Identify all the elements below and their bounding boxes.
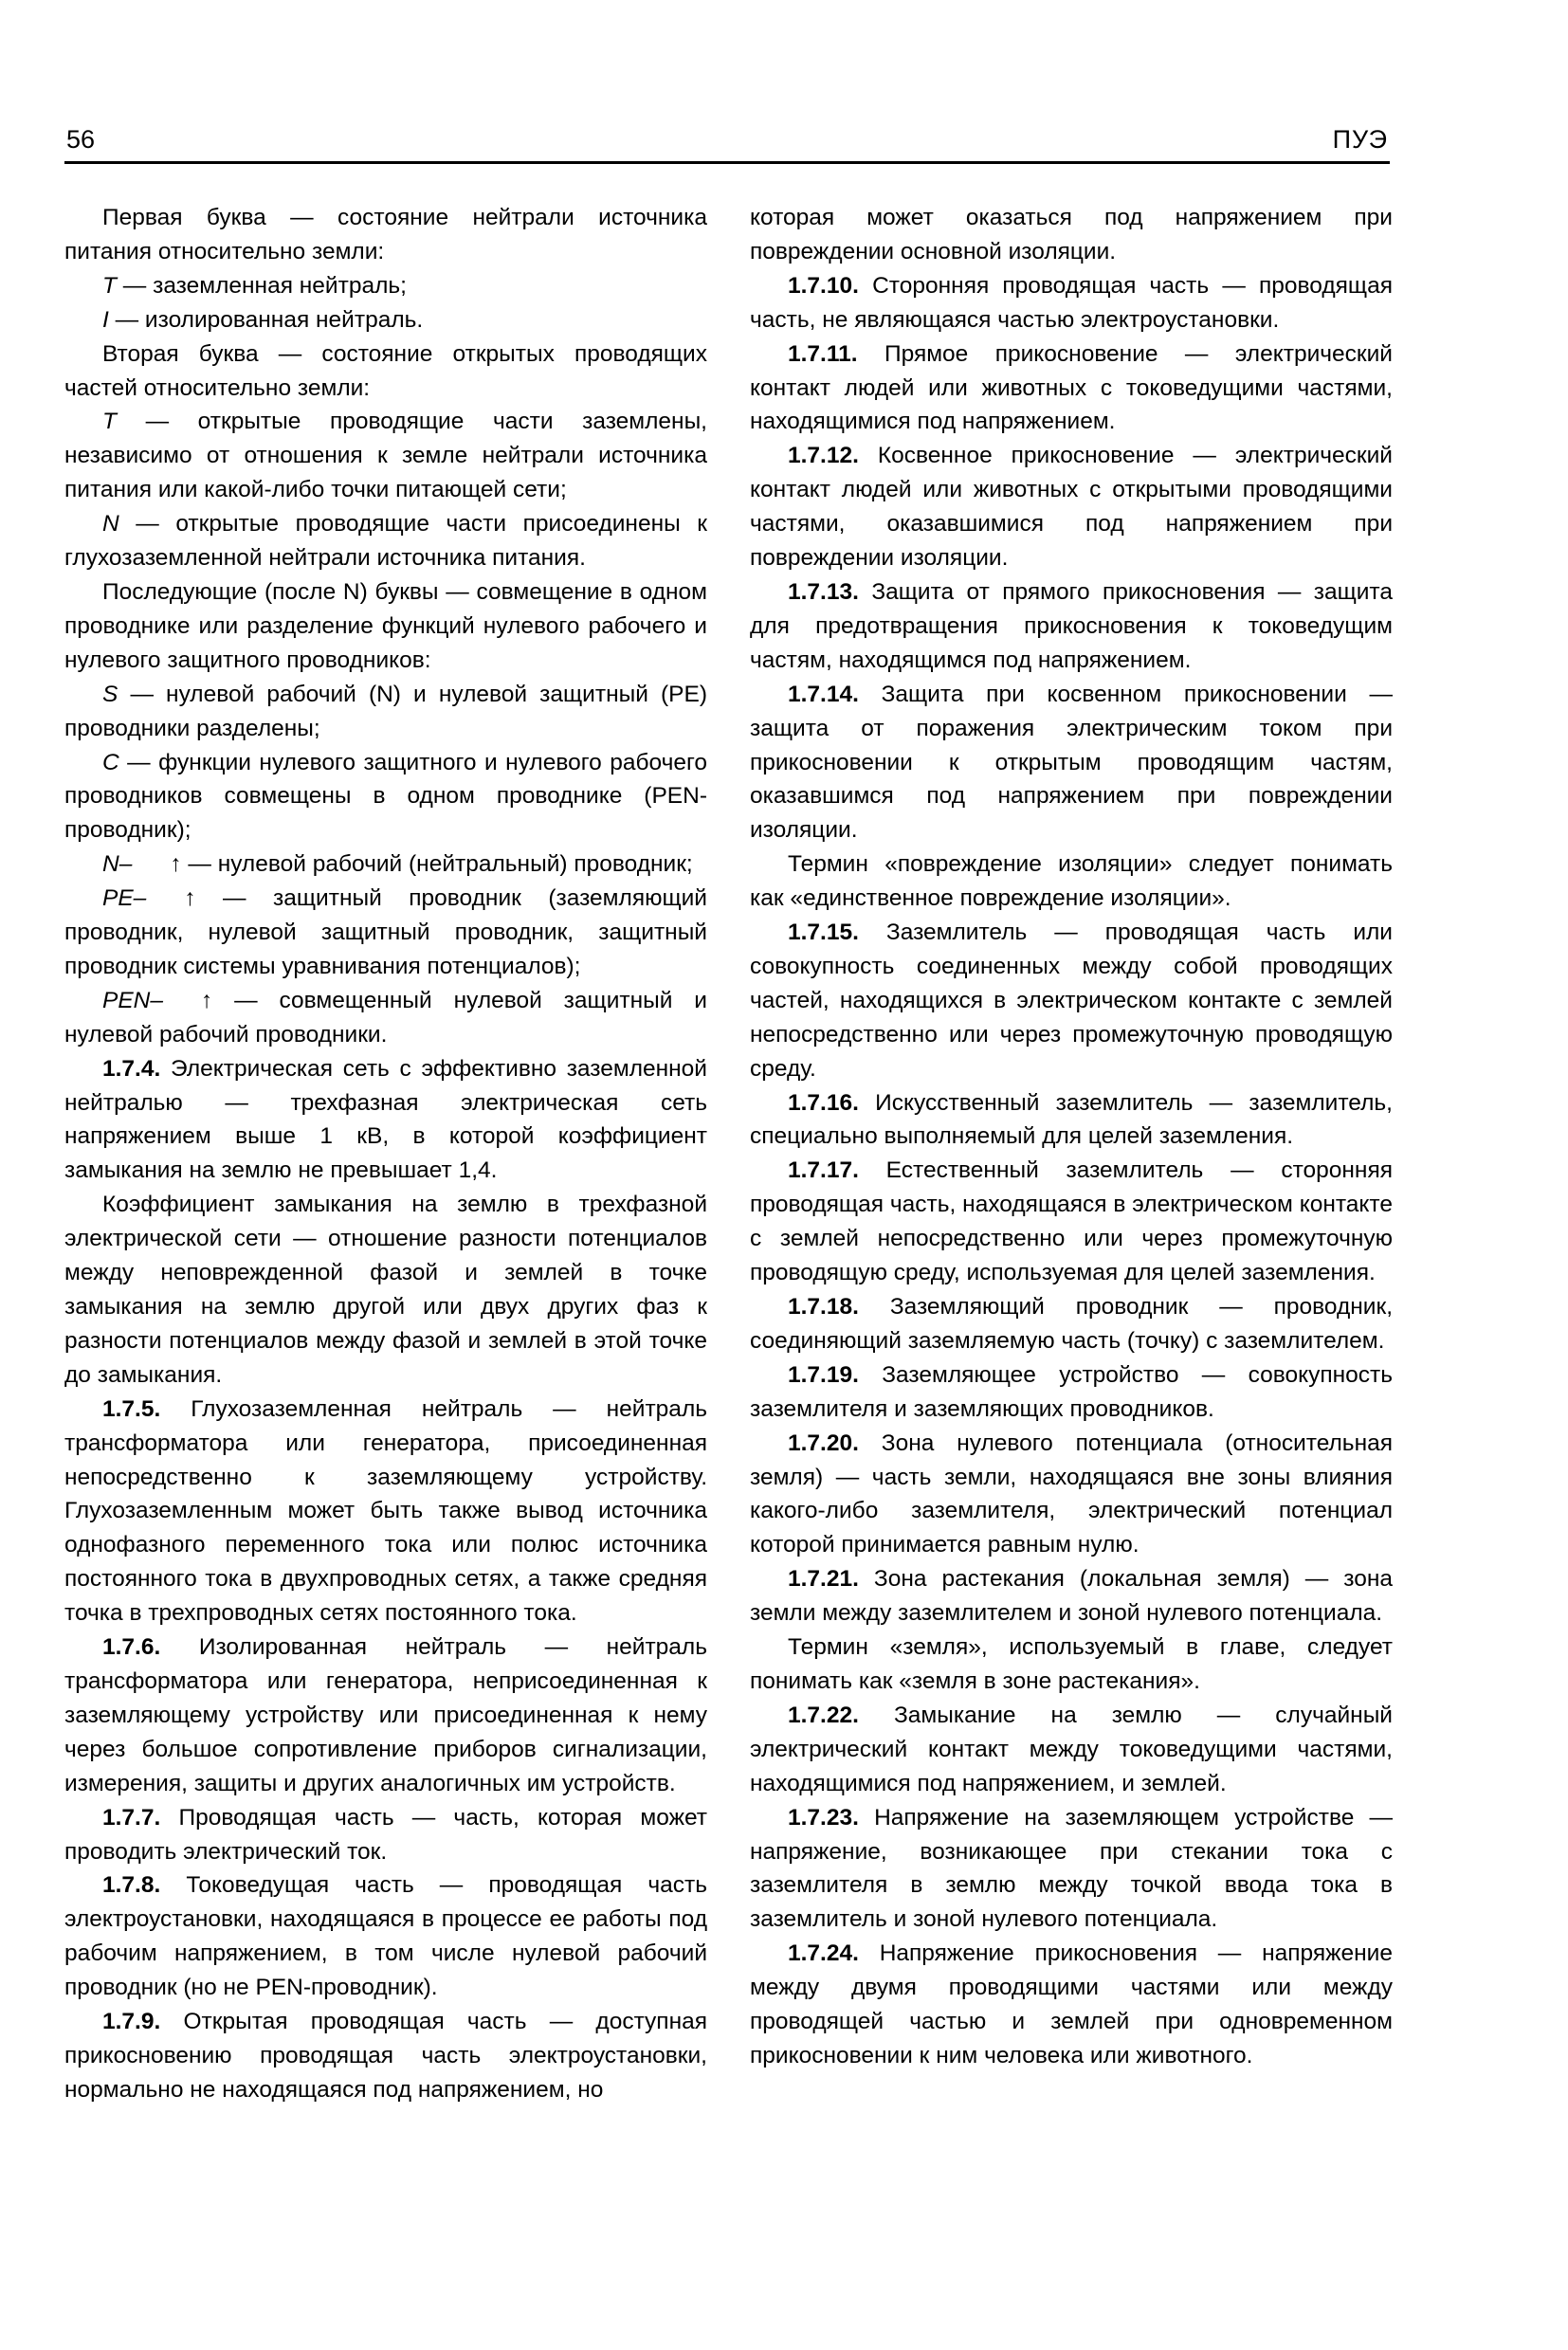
- conductor-symbol-icon: ↑: [170, 851, 182, 878]
- paragraph-text: — защитный проводник (заземляющий проводник, нулевой защитный проводник, защитный проводник системы уравнивания потенциалов);: [64, 885, 707, 979]
- paragraph-text: Последующие (после N) буквы — совмещение в одном проводнике или разделение функций нулевого рабочего и нулевого защитного проводников:: [64, 578, 707, 673]
- paragraph: [750, 269, 1393, 337]
- paragraph-text: Напряжение на заземляющем устройстве — напряжение, возникающее при стекании тока с заземлителя в землю между точкой ввода тока в заземлитель и зоной нулевого потенциала.: [750, 1804, 1393, 1933]
- conductor-symbol-icon: ↑: [184, 885, 196, 912]
- section-number: 1.7.4.: [102, 1055, 161, 1082]
- conductor-symbol-icon: ↑: [201, 987, 213, 1013]
- designation-symbol: I: [102, 306, 109, 333]
- paragraph-text: — открытые проводящие части заземлены, независимо от отношения к земле нейтрали источника питания или какой-либо точки питающей сети;: [64, 409, 707, 503]
- section-number: 1.7.7.: [102, 1804, 161, 1831]
- paragraph: [64, 984, 707, 1052]
- designation-symbol: S: [102, 681, 119, 707]
- paragraph-text: Открытая проводящая часть — доступная прикосновению проводящая часть электроустановки, нормально не находящаяся под напряжением, но: [64, 2009, 707, 2103]
- section-number: 1.7.24.: [788, 1940, 859, 1967]
- paragraph: [750, 916, 1393, 1086]
- paragraph: [750, 439, 1393, 575]
- paragraph-text: Заземляющее устройство — совокупность заземлителя и заземляющих проводников.: [750, 1361, 1393, 1422]
- paragraph-text: — открытые проводящие части присоединены к глухозаземленной нейтрали источника питания.: [64, 511, 707, 572]
- designation-symbol: N–: [102, 851, 133, 878]
- right-column: [750, 201, 1393, 2073]
- paragraph-text: Коэффициент замыкания на землю в трехфазной электрической сети — отношение разности потенциалов между неповрежденной фазой и землей в точке замыкания на землю другой или двух других фаз к разности потенциалов между фазой и землей в этой точке до замыкания.: [64, 1192, 707, 1388]
- section-number: 1.7.14.: [788, 681, 859, 707]
- section-number: 1.7.8.: [102, 1872, 161, 1899]
- paragraph: [64, 201, 707, 269]
- paragraph: [750, 201, 1393, 269]
- paragraph: [64, 678, 707, 746]
- section-number: 1.7.21.: [788, 1566, 859, 1593]
- paragraph-text: — заземленная нейтраль;: [116, 272, 407, 299]
- designation-symbol: T: [102, 272, 117, 299]
- paragraph: [64, 575, 707, 678]
- paragraph: [64, 1393, 707, 1630]
- paragraph: [750, 1630, 1393, 1699]
- paragraph-text: которая может оказаться под напряжением при повреждении основной изоляции.: [750, 205, 1393, 264]
- section-number: 1.7.18.: [788, 1294, 859, 1320]
- paragraph: [750, 1427, 1393, 1563]
- paragraph: [64, 1868, 707, 2005]
- paragraph: [750, 1358, 1393, 1427]
- paragraph-text: Защита от прямого прикосновения — защита для предотвращения прикосновения к токоведущим частям, находящимся под напряжением.: [750, 578, 1393, 673]
- paragraph-text: Напряжение прикосновения — напряжение между двумя проводящими частями или между проводящей частью и землей при одновременном прикосновении к ним человека или животного.: [750, 1940, 1393, 2068]
- paragraph: [750, 1801, 1393, 1938]
- page-header: [64, 121, 1390, 164]
- paragraph: [64, 405, 707, 507]
- paragraph-text: Прямое прикосновение — электрический контакт людей или животных с токоведущими частями, находящимися под напряжением.: [750, 340, 1393, 435]
- section-number: 1.7.20.: [788, 1430, 859, 1456]
- paragraph-text: — совмещенный нулевой защитный и нулевой рабочий проводники.: [64, 987, 707, 1047]
- paragraph: [750, 575, 1393, 678]
- paragraph-text: Электрическая сеть с эффективно заземленной нейтралью — трехфазная электрическая сеть напряжением выше 1 кВ, в которой коэффициент замыкания на землю не превышает 1,4.: [64, 1055, 707, 1184]
- paragraph: [64, 1188, 707, 1392]
- paragraph-text: — нулевой рабочий (N) и нулевой защитный (PE) проводники разделены;: [64, 681, 707, 741]
- paragraph: [750, 1562, 1393, 1630]
- paragraph-text: Токоведущая часть — проводящая часть электроустановки, находящаяся в процессе ее работы под рабочим напряжением, в том числе нулевой рабочий проводник (но не PEN-проводник).: [64, 1872, 707, 2001]
- paragraph-text: Косвенное прикосновение — электрический контакт людей или животных с открытыми проводящими частями, оказавшимися под напряжением при повреждении изоляции.: [750, 443, 1393, 572]
- paragraph-text: Проводящая часть — часть, которая может проводить электрический ток.: [64, 1804, 707, 1865]
- paragraph-text: Глухозаземленная нейтраль — нейтраль трансформатора или генератора, присоединенная непосредственно к заземляющему устройству. Глухозаземленным может быть также вывод источника однофазного переменного тока или полюс источника постоянного тока в двухпроводных сетях, а также средняя точка в трехпроводных сетях постоянного тока.: [64, 1395, 707, 1627]
- designation-symbol: T: [102, 409, 117, 435]
- paragraph: [750, 847, 1393, 916]
- paragraph-text: Искусственный заземлитель — заземлитель, специально выполняемый для целей заземления.: [750, 1089, 1393, 1150]
- section-number: 1.7.6.: [102, 1634, 161, 1661]
- section-number: 1.7.11.: [788, 340, 858, 367]
- paragraph: [64, 269, 707, 303]
- paragraph: [64, 303, 707, 337]
- designation-symbol: C: [102, 749, 119, 775]
- paragraph: [64, 882, 707, 984]
- section-number: 1.7.16.: [788, 1089, 859, 1116]
- paragraph-text: Сторонняя проводящая часть — проводящая часть, не являющаяся частью электроустановки.: [750, 272, 1393, 333]
- left-column: [64, 201, 707, 2107]
- paragraph: [64, 337, 707, 406]
- paragraph-text: Зона растекания (локальная земля) — зона земли между заземлителем и зоной нулевого потенциала.: [750, 1566, 1393, 1627]
- paragraph: [750, 1290, 1393, 1358]
- section-number: 1.7.12.: [788, 443, 859, 469]
- paragraph-text: — изолированная нейтраль.: [108, 306, 424, 333]
- paragraph: [64, 1052, 707, 1189]
- paragraph: [750, 337, 1393, 440]
- paragraph-text: — нулевой рабочий (нейтральный) проводник;: [181, 851, 693, 878]
- paragraph-text: Термин «земля», используемый в главе, следует понимать как «земля в зоне растекания».: [750, 1634, 1393, 1694]
- paragraph-text: Зона нулевого потенциала (относительная земля) — часть земли, находящаяся вне зоны влияния какого-либо заземлителя, электрический потенциал которой принимается равным нулю.: [750, 1430, 1393, 1558]
- paragraph: [750, 1086, 1393, 1155]
- paragraph-text: Заземлитель — проводящая часть или совокупность соединенных между собой проводящих частей, находящихся в электрическом контакте с землей непосредственно или через промежуточную проводящую среду.: [750, 920, 1393, 1082]
- paragraph: [750, 1699, 1393, 1801]
- paragraph-text: — функции нулевого защитного и нулевого рабочего проводников совмещены в одном проводнике (PEN-проводник);: [64, 749, 707, 844]
- section-number: 1.7.13.: [788, 578, 859, 605]
- paragraph-text: Защита при косвенном прикосновении — защита от поражения электрическим током при прикосновении к открытым проводящим частям, оказавшимся под напряжением при повреждении изоляции.: [750, 681, 1393, 844]
- paragraph: [750, 1937, 1393, 2073]
- paragraph-text: Естественный заземлитель — сторонняя проводящая часть, находящаяся в электрическом контакте с землей непосредственно или через промежуточную проводящую среду, используемая для целей заземления.: [750, 1157, 1393, 1286]
- paragraph: [750, 678, 1393, 848]
- page-number: 56: [66, 125, 96, 154]
- paragraph-text: Замыкание на землю — случайный электрический контакт между токоведущими частями, находящимися под напряжением, и землей.: [750, 1702, 1393, 1796]
- section-number: 1.7.23.: [788, 1804, 859, 1831]
- paragraph: [64, 847, 707, 882]
- section-number: 1.7.22.: [788, 1702, 859, 1728]
- paragraph-text: Вторая буква — состояние открытых проводящих частей относительно земли:: [64, 340, 707, 401]
- paragraph-text: Первая буква — состояние нейтрали источника питания относительно земли:: [64, 205, 707, 264]
- paragraph: [64, 1630, 707, 1801]
- section-number: 1.7.19.: [788, 1361, 859, 1388]
- section-number: 1.7.10.: [788, 272, 859, 299]
- section-number: 1.7.9.: [102, 2009, 161, 2035]
- paragraph: [750, 1154, 1393, 1290]
- running-title: ПУЭ: [1332, 125, 1388, 154]
- section-number: 1.7.17.: [788, 1157, 859, 1184]
- designation-symbol: PEN–: [102, 987, 164, 1013]
- paragraph-text: Заземляющий проводник — проводник, соединяющий заземляемую часть (точку) с заземлителем.: [750, 1294, 1393, 1354]
- paragraph: [64, 746, 707, 848]
- paragraph-text: Изолированная нейтраль — нейтраль трансформатора или генератора, неприсоединенная к заземляющему устройству или присоединенная к нему через большое сопротивление приборов сигнализации, измерения, защиты и других аналогичных им устройств.: [64, 1634, 707, 1796]
- designation-symbol: N: [102, 511, 119, 537]
- section-number: 1.7.15.: [788, 920, 859, 946]
- paragraph-text: Термин «повреждение изоляции» следует понимать как «единственное повреждение изоляции».: [750, 851, 1393, 912]
- designation-symbol: PE–: [102, 885, 147, 912]
- paragraph: [64, 1801, 707, 1869]
- paragraph: [64, 2005, 707, 2107]
- paragraph: [64, 507, 707, 575]
- section-number: 1.7.5.: [102, 1395, 161, 1422]
